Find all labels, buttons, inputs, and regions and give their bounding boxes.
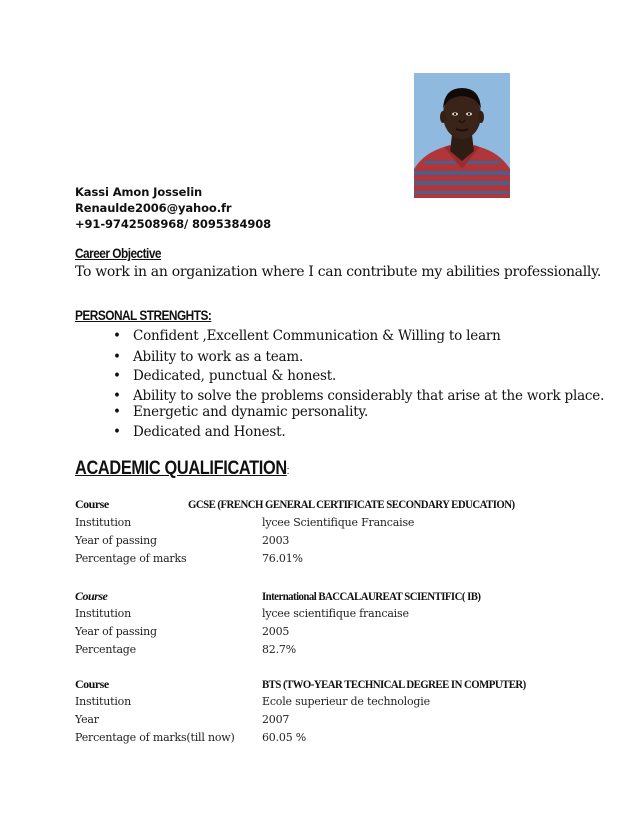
percentage-label: Percentage	[75, 643, 136, 656]
course-value: GCSE (FRENCH GENERAL CERTIFICATE SECONDARY EDUCATION)	[188, 497, 515, 511]
candidate-phone: +91-9742508968/ 8095384908	[75, 217, 272, 231]
candidate-email: Renaulde2006@yahoo.fr	[75, 201, 232, 215]
academic-qualification-heading: ACADEMIC QUALIFICATION:	[75, 458, 290, 479]
personal-strengths-heading: PERSONAL STRENGHTS:	[75, 308, 212, 323]
institution-label: Institution	[75, 607, 131, 620]
institution-value: lycee Scientifique Francaise	[262, 516, 415, 529]
career-objective-text: To work in an organization where I can contribute my abilities professionally.	[75, 264, 601, 280]
percentage-label: Percentage of marks	[75, 552, 187, 565]
course-label: Course	[75, 497, 109, 511]
year-label: Year	[75, 713, 99, 726]
year-value: 2007	[262, 713, 290, 726]
course-label: Course	[75, 677, 109, 691]
course-label: Course	[75, 589, 108, 603]
profile-photo	[414, 73, 510, 198]
percentage-value: 76.01%	[262, 552, 303, 565]
course-value: International BACCALAUREAT SCIENTIFIC( IB)	[262, 589, 481, 603]
year-label: Year of passing	[75, 625, 157, 638]
percentage-value: 60.05 %	[262, 731, 307, 744]
institution-value: lycee scientifique francaise	[262, 607, 409, 620]
year-value: 2005	[262, 625, 290, 638]
year-label: Year of passing	[75, 534, 157, 547]
institution-label: Institution	[75, 695, 131, 708]
institution-label: Institution	[75, 516, 131, 529]
percentage-value: 82.7%	[262, 643, 296, 656]
course-value: BTS (TWO-YEAR TECHNICAL DEGREE IN COMPUTER)	[262, 677, 526, 691]
year-value: 2003	[262, 534, 290, 547]
percentage-label: Percentage of marks(till now)	[75, 731, 235, 744]
career-objective-heading: Career Objective	[75, 246, 161, 261]
institution-value: Ecole superieur de technologie	[262, 695, 430, 708]
candidate-name: Kassi Amon Josselin	[75, 185, 203, 199]
